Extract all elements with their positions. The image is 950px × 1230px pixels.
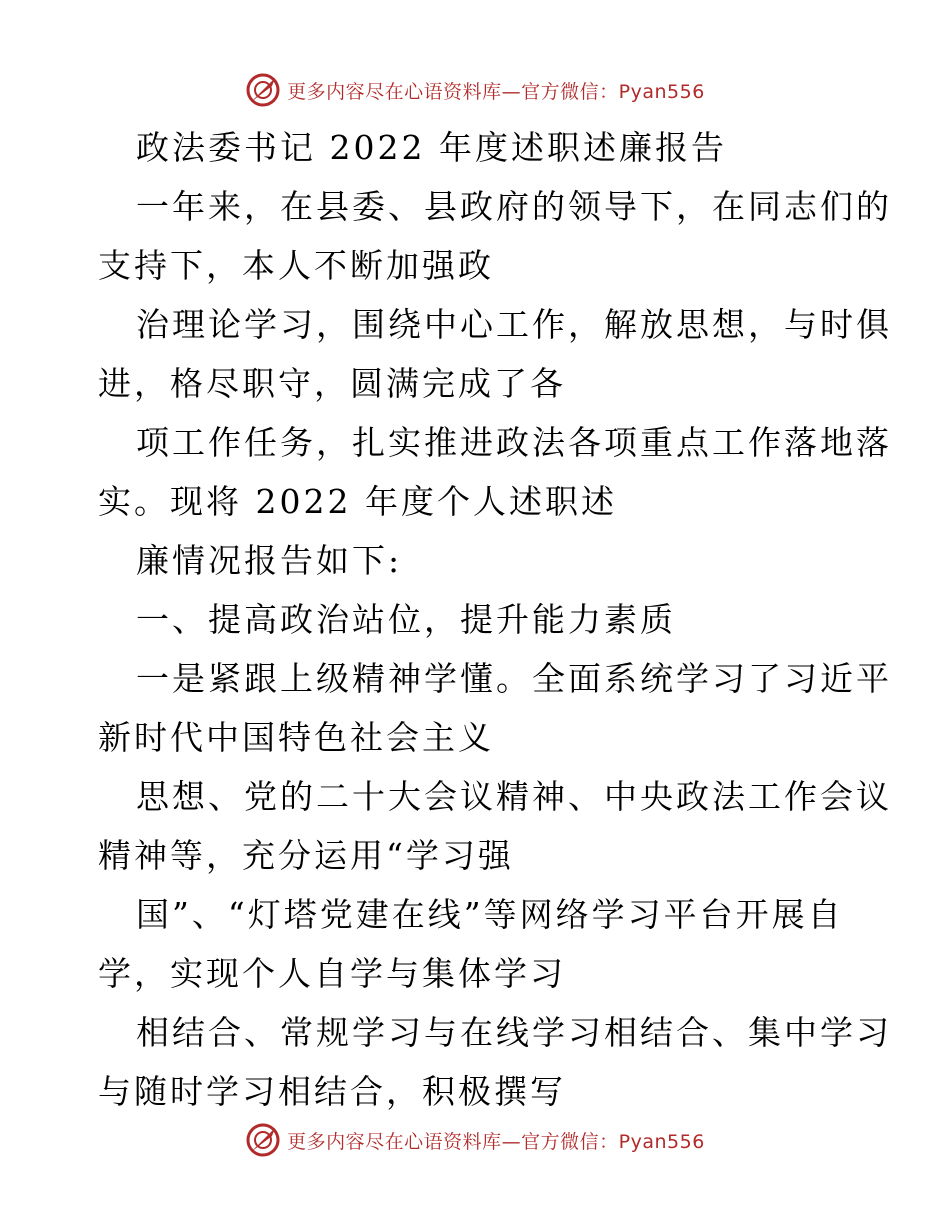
text-line: 相结合、常规学习与在线学习相结合、集中学习 [136, 1013, 892, 1052]
watermark-text: 更多内容尽在心语资料库—官方微信：Pyan556 [287, 80, 705, 103]
text-line: 一年来，在县委、县政府的领导下，在同志们的 [136, 187, 892, 226]
watermark-header [0, 70, 950, 110]
text-line: 廉情况报告如下: [136, 541, 403, 580]
text-line: 与随时学习相结合，积极撰写 [98, 1072, 566, 1111]
brand-logo-icon [245, 72, 281, 108]
document-body [98, 118, 892, 1121]
text-line: 实。现将 2022 年度个人述职述 [98, 482, 617, 521]
text-line: 一、提高政治站位，提升能力素质 [136, 600, 676, 639]
text-line: 新时代中国特色社会主义 [98, 718, 494, 757]
watermark-text: 更多内容尽在心语资料库—官方微信：Pyan556 [287, 1130, 705, 1153]
text-line: 思想、党的二十大会议精神、中央政法工作会议 [136, 777, 892, 816]
text-line: 项工作任务，扎实推进政法各项重点工作落地落 [136, 423, 892, 462]
text-line: 一是紧跟上级精神学懂。全面系统学习了习近平 [136, 659, 892, 698]
text-line: 政法委书记 2022 年度述职述廉报告 [136, 128, 727, 167]
text-line: 国”、“灯塔党建在线”等网络学习平台开展自 [136, 895, 844, 934]
watermark-footer [0, 1120, 950, 1160]
text-line: 进，格尽职守，圆满完成了各 [98, 364, 566, 403]
brand-logo-icon [245, 1122, 281, 1158]
text-line: 精神等，充分运用“学习强 [98, 836, 514, 875]
text-line: 学，实现个人自学与集体学习 [98, 954, 566, 993]
text-line: 治理论学习，围绕中心工作，解放思想，与时俱 [136, 305, 892, 344]
text-line: 支持下，本人不断加强政 [98, 246, 494, 285]
